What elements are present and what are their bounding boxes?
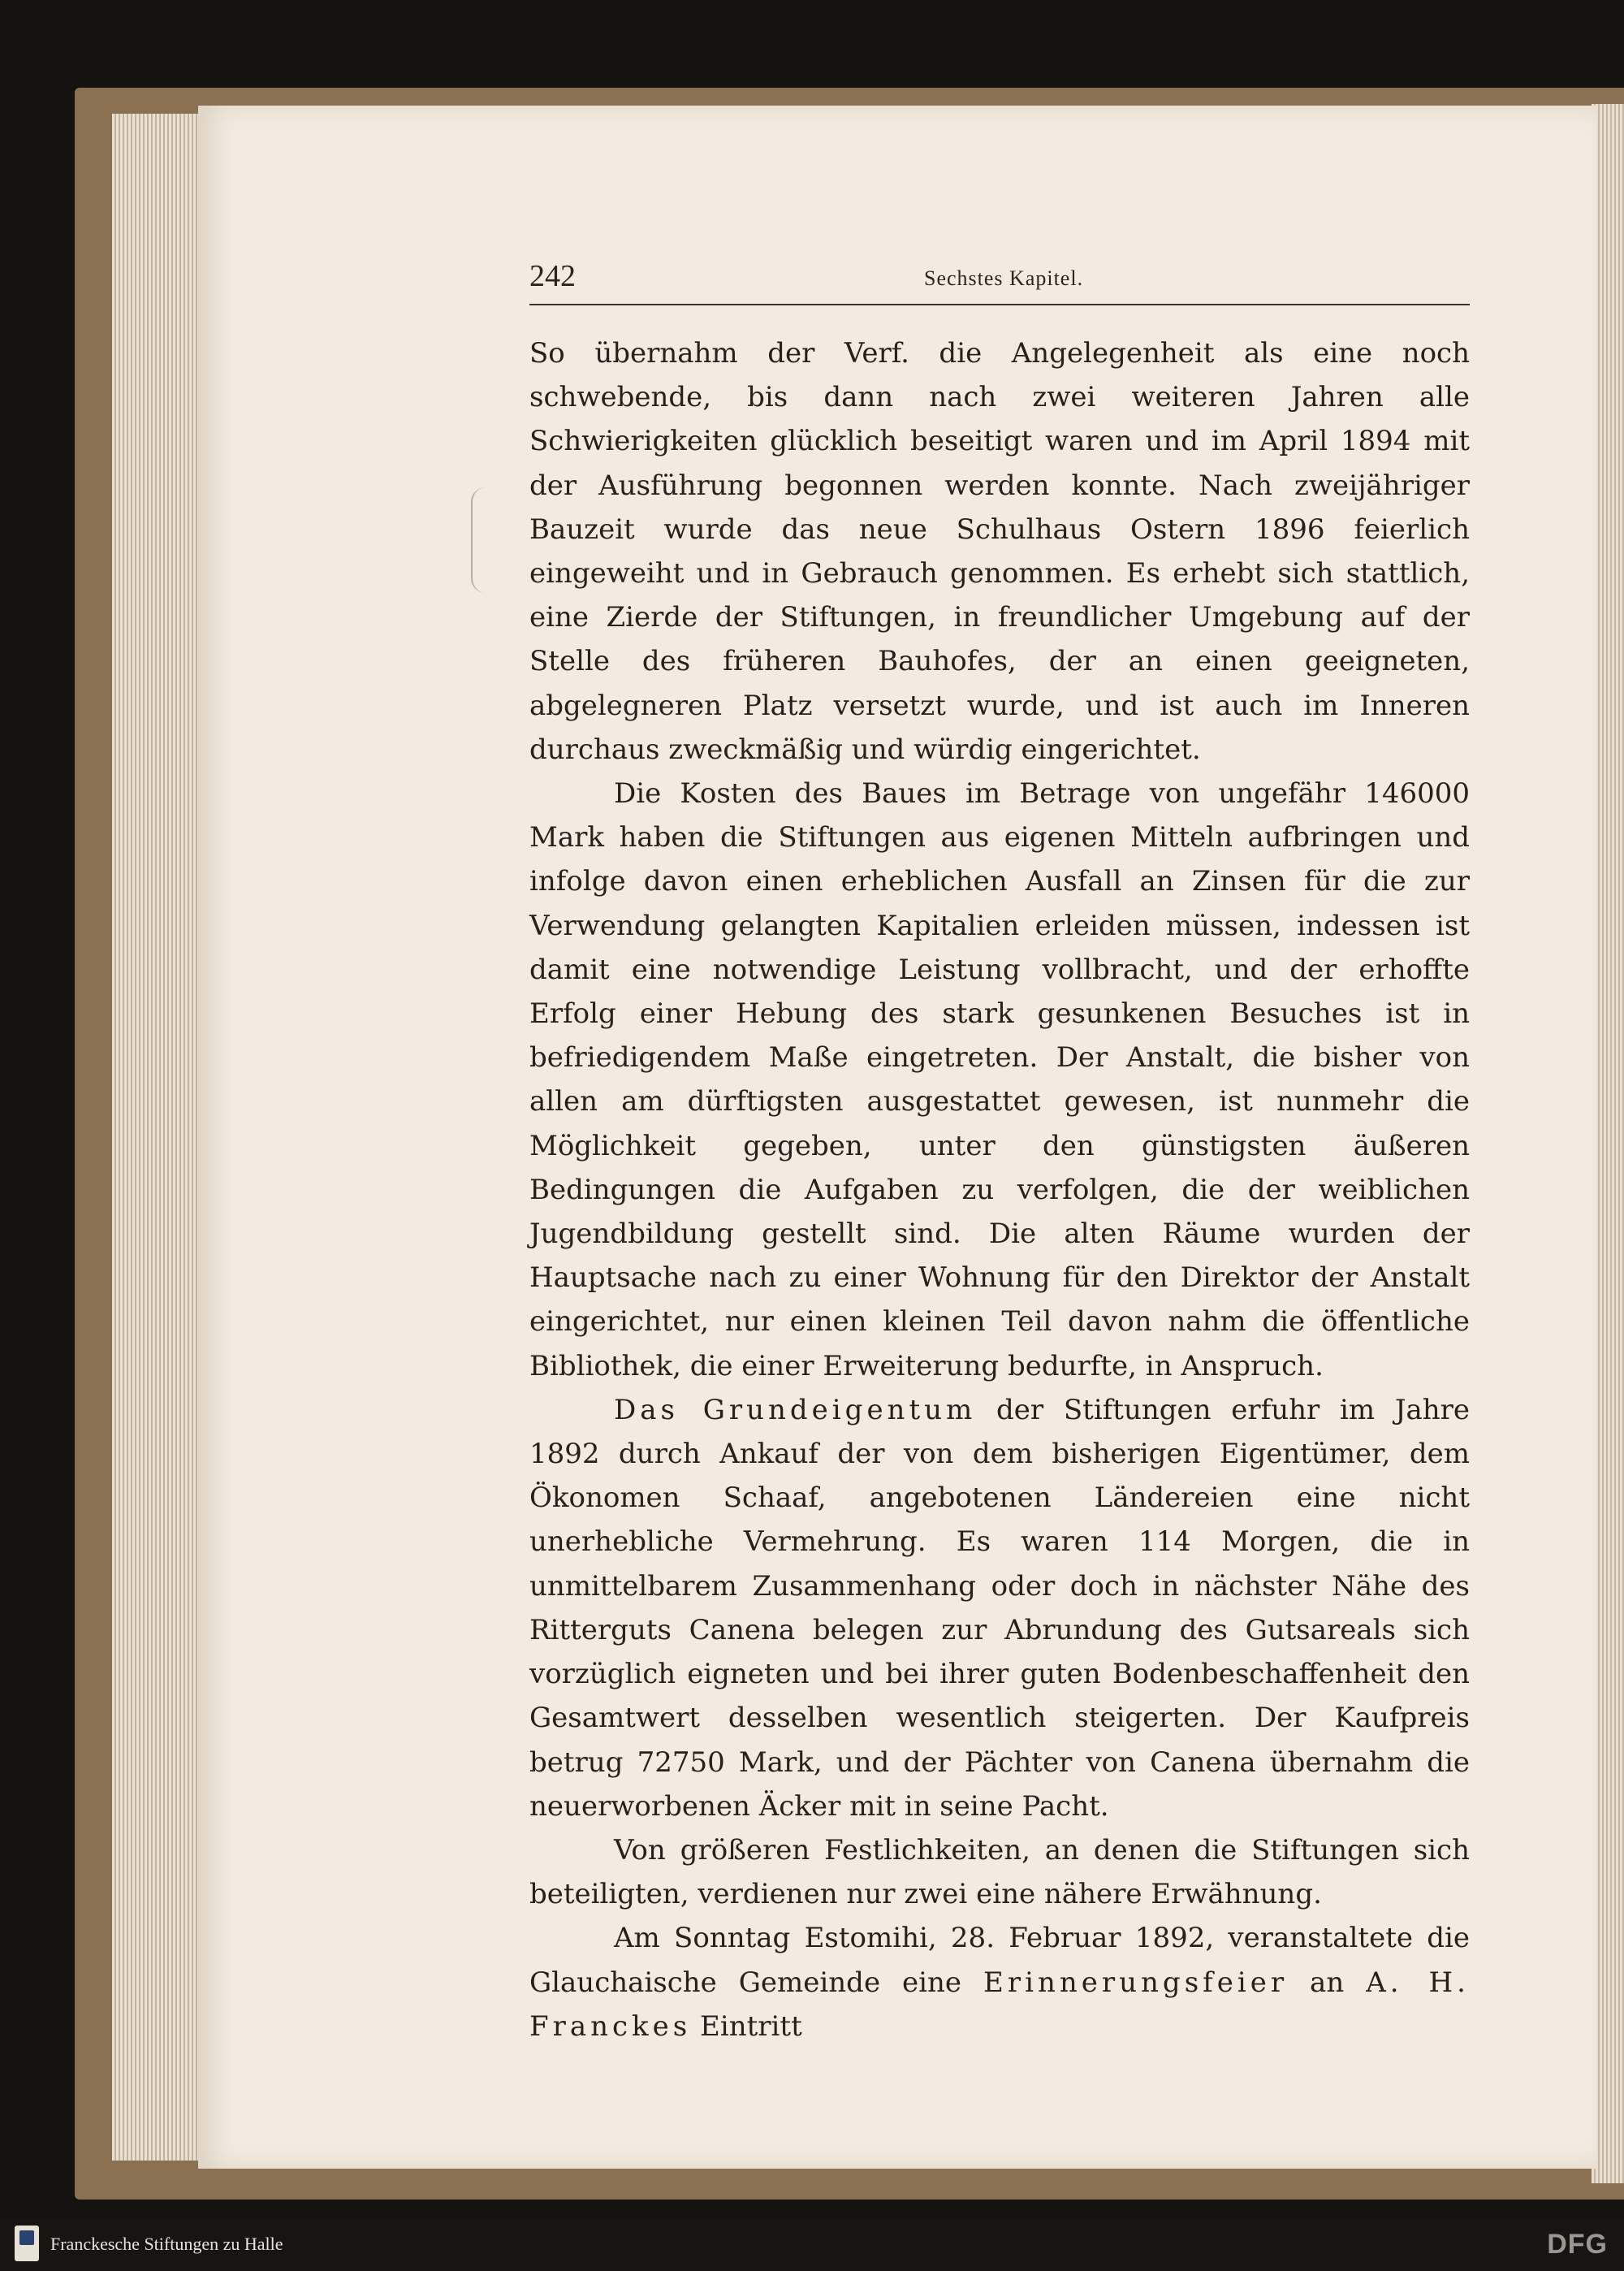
running-head	[529, 258, 1470, 305]
spaced-text: A. H. Franckes	[529, 1966, 1470, 2043]
paragraph	[529, 1916, 1470, 2048]
page-edges-right	[1592, 104, 1624, 2183]
paragraph-text: Eintritt	[691, 2009, 802, 2043]
spaced-text: Erinnerungsfeier	[983, 1966, 1289, 1999]
institution-logo-icon[interactable]	[15, 2226, 39, 2261]
body-text	[529, 331, 1470, 2043]
footer-institution[interactable]: Franckesche Stiftungen zu Halle	[50, 2234, 283, 2254]
paragraph: Die Kosten des Baues im Betrage von ungefähr 146000 Mark haben die Stiftungen aus eigenen Mitteln aufbringen und infolge davon einen erheblichen Ausfall an Zinsen für die zur Verwendung gelangten Kapitalien erleiden müssen, indessen ist damit eine notwendige Leistung vollbracht, und der erhoffte Erfolg einer Hebung des stark gesunkenen Besuches ist in befriedigendem Maße eingetreten. Der Anstalt, die bisher von allen am dürftigsten ausgestattet gewesen, ist nunmehr die Möglichkeit gegeben, unter den günstigsten äußeren Bedingungen die Aufgaben zu verfolgen, die der weiblichen Jugendbildung gestellt sind. Die alten Räume wurden der Hauptsache nach zu einer Wohnung für den Direktor der Anstalt eingerichtet, nur einen kleinen Teil davon nahm die öffentliche Bibliothek, die einer Erweiterung bedurfte, in Anspruch.	[529, 777, 1470, 1382]
spaced-text: Das Grundeigentum	[614, 1393, 977, 1426]
paragraph	[529, 1388, 1470, 1828]
paragraph: Von größeren Festlichkeiten, an denen die Stiftungen sich beteiligten, verdienen nur zwei eine nähere Erwähnung.	[529, 1833, 1470, 1911]
pencil-mark	[471, 487, 486, 593]
paragraph-text: der Stiftungen erfuhr im Jahre 1892 durch Ankauf der von dem bisherigen Eigentümer, dem Ökonomen Schaaf, angebotenen Ländereien eine nicht unerhebliche Vermehrung. Es waren 114 Morgen, die in unmittelbarem Zusammenhang oder doch in nächster Nähe des Ritterguts Canena belegen zur Abrundung des Gutsareals sich vorzüglich eigneten und bei ihrer guten Bodenbeschaffenheit den Gesamtwert desselben wesentlich steigerten. Der Kaufpreis betrug 72750 Mark, und der Pächter von Canena übernahm die neuerworbenen Äcker mit in seine Pacht.	[529, 1393, 1470, 1823]
page-edges-left	[112, 114, 201, 2161]
footer-bar	[0, 2217, 1624, 2271]
paragraph-text: an	[1288, 1966, 1367, 1999]
dfg-logo[interactable]: DFG	[1547, 2229, 1608, 2260]
paragraph-text: Am Sonntag Estomihi, 28. Februar 1892, veranstaltete die Glauchaische Gemeinde eine	[529, 1922, 1470, 1999]
chapter-title: Sechstes Kapitel.	[924, 266, 1084, 290]
paragraph: So übernahm der Verf. die Angelegenheit als eine noch schwebende, bis dann nach zwei weiteren Jahren alle Schwierigkeiten glücklich beseitigt waren und im April 1894 mit der Ausführung begonnen werden konnte. Nach zweijähriger Bauzeit wurde das neue Schulhaus Ostern 1896 feierlich eingeweiht und in Gebrauch genommen. Es erhebt sich stattlich, eine Zierde der Stiftungen, in freundlicher Umgebung auf der Stelle des früheren Bauhofes, der an einen geeigneten, abgelegneren Platz versetzt wurde, und ist auch im Inneren durchaus zweckmäßig und würdig eingerichtet.	[529, 337, 1470, 766]
page-number: 242	[529, 259, 576, 293]
